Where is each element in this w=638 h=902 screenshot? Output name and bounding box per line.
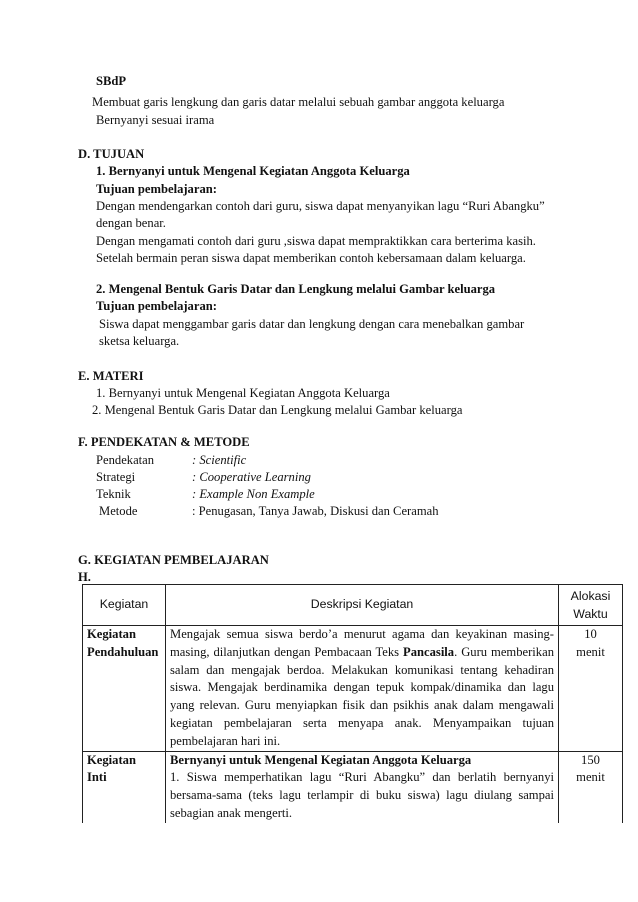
tujuan-heading: D. TUJUAN <box>78 147 145 161</box>
row-pendahuluan-waktu <box>559 626 623 752</box>
tujuan-sub1-p1-line1: Dengan mendengarkan contoh dari guru, siswa dapat menyanyikan lagu “Ruri Abangku” <box>96 199 545 213</box>
teknik-value: : Example Non Example <box>192 487 315 501</box>
materi-item-2: 2. Mengenal Bentuk Garis Datar dan Lengkung melalui Gambar keluarga <box>92 403 463 417</box>
tujuan-sub1-title: 1. Bernyanyi untuk Mengenal Kegiatan Anggota Keluarga <box>96 164 410 178</box>
table-row <box>83 751 623 823</box>
tujuan-sub1-p1-line2: dengan benar. <box>96 216 166 230</box>
row-pendahuluan-waktu-text: 10 menit <box>576 627 605 659</box>
tujuan-sub1-p3: Setelah bermain peran siswa dapat memberikan contoh kebersamaan dalam keluarga. <box>96 251 526 265</box>
sbdp-title: SBdP <box>96 74 127 88</box>
tujuan-sub2-label: Tujuan pembelajaran: <box>96 299 217 313</box>
strategi-value: : Cooperative Learning <box>192 470 311 484</box>
sbdp-line-1: Membuat garis lengkung dan garis datar melalui sebuah gambar anggota keluarga <box>92 95 505 109</box>
tujuan-sub2-p1-line2: sketsa keluarga. <box>99 334 180 348</box>
tujuan-sub2-p1-line1: Siswa dapat menggambar garis datar dan lengkung dengan cara menebalkan gambar <box>99 317 525 331</box>
row-inti-deskripsi <box>166 751 559 823</box>
row-pendahuluan-desc-pre: Mengajak semua siswa berdo’a menurut agama dan keyakinan masing-masing, dilanjutkan dengan Pembacaan Teks <box>170 627 554 659</box>
header-deskripsi: Deskripsi Kegiatan <box>166 585 559 626</box>
row-pendahuluan-desc-post: . Guru memberikan salam dan mengajak berdoa. Melakukan komunikasi tentang kehadiran siswa. Mengajak berdinamika dengan tepuk kompak/dinamika dan lagu yang relevan. Guru menyiapkan fisik dan psikhis anak dalam mengawali kegiatan pembelajaran serta menyapa anak. Menyampaikan tujuan pembelajaran hari ini. <box>170 644 554 748</box>
row-inti-desc-text: 1. Siswa memperhatikan lagu “Ruri Abangku” dan berlatih bernyanyi bersama-sama (teks lagu terlampir di buku siswa) lagu diulang sampai sebagian anak mengerti. <box>170 770 554 820</box>
row-inti-waktu <box>559 751 623 823</box>
tujuan-sub2-title: 2. Mengenal Bentuk Garis Datar dan Lengkung melalui Gambar keluarga <box>96 282 496 296</box>
kegiatan-subheading: H. <box>78 570 91 584</box>
header-alokasi <box>559 585 623 626</box>
tujuan-sub1-label: Tujuan pembelajaran: <box>96 182 217 196</box>
header-alokasi-text: Alokasi Waktu <box>570 589 611 621</box>
row-pendahuluan-kegiatan <box>83 626 166 752</box>
metode-value: : Penugasan, Tanya Jawab, Diskusi dan Ceramah <box>192 504 439 518</box>
kegiatan-heading: G. KEGIATAN PEMBELAJARAN <box>78 553 269 567</box>
table-header-row <box>83 585 623 626</box>
table-row <box>83 626 623 752</box>
materi-item-1: 1. Bernyanyi untuk Mengenal Kegiatan Anggota Keluarga <box>96 386 390 400</box>
kegiatan-table <box>82 584 623 823</box>
materi-heading: E. MATERI <box>78 369 144 383</box>
row-pendahuluan-deskripsi <box>166 626 559 752</box>
row-inti-waktu-text: 150 menit <box>576 752 605 785</box>
teknik-label: Teknik <box>96 487 131 501</box>
header-kegiatan: Kegiatan <box>83 585 166 626</box>
row-inti-kegiatan-text: Kegiatan Inti <box>87 752 136 785</box>
row-inti-kegiatan <box>83 751 166 823</box>
pendekatan-label: Pendekatan <box>96 453 155 467</box>
pendekatan-heading: F. PENDEKATAN & METODE <box>78 435 250 449</box>
row-pendahuluan-kegiatan-text: Kegiatan Pendahuluan <box>87 627 159 659</box>
tujuan-sub1-p2: Dengan mengamati contoh dari guru ,siswa dapat mempraktikkan cara berterima kasih. <box>96 234 536 248</box>
row-pendahuluan-desc-bold: Pancasila <box>403 644 455 659</box>
row-inti-desc-title: Bernyanyi untuk Mengenal Kegiatan Anggota Keluarga <box>170 752 472 767</box>
strategi-label: Strategi <box>96 470 136 484</box>
metode-label: Metode <box>99 504 138 518</box>
pendekatan-value: : Scientific <box>192 453 247 467</box>
sbdp-line-2: Bernyanyi sesuai irama <box>96 113 215 127</box>
